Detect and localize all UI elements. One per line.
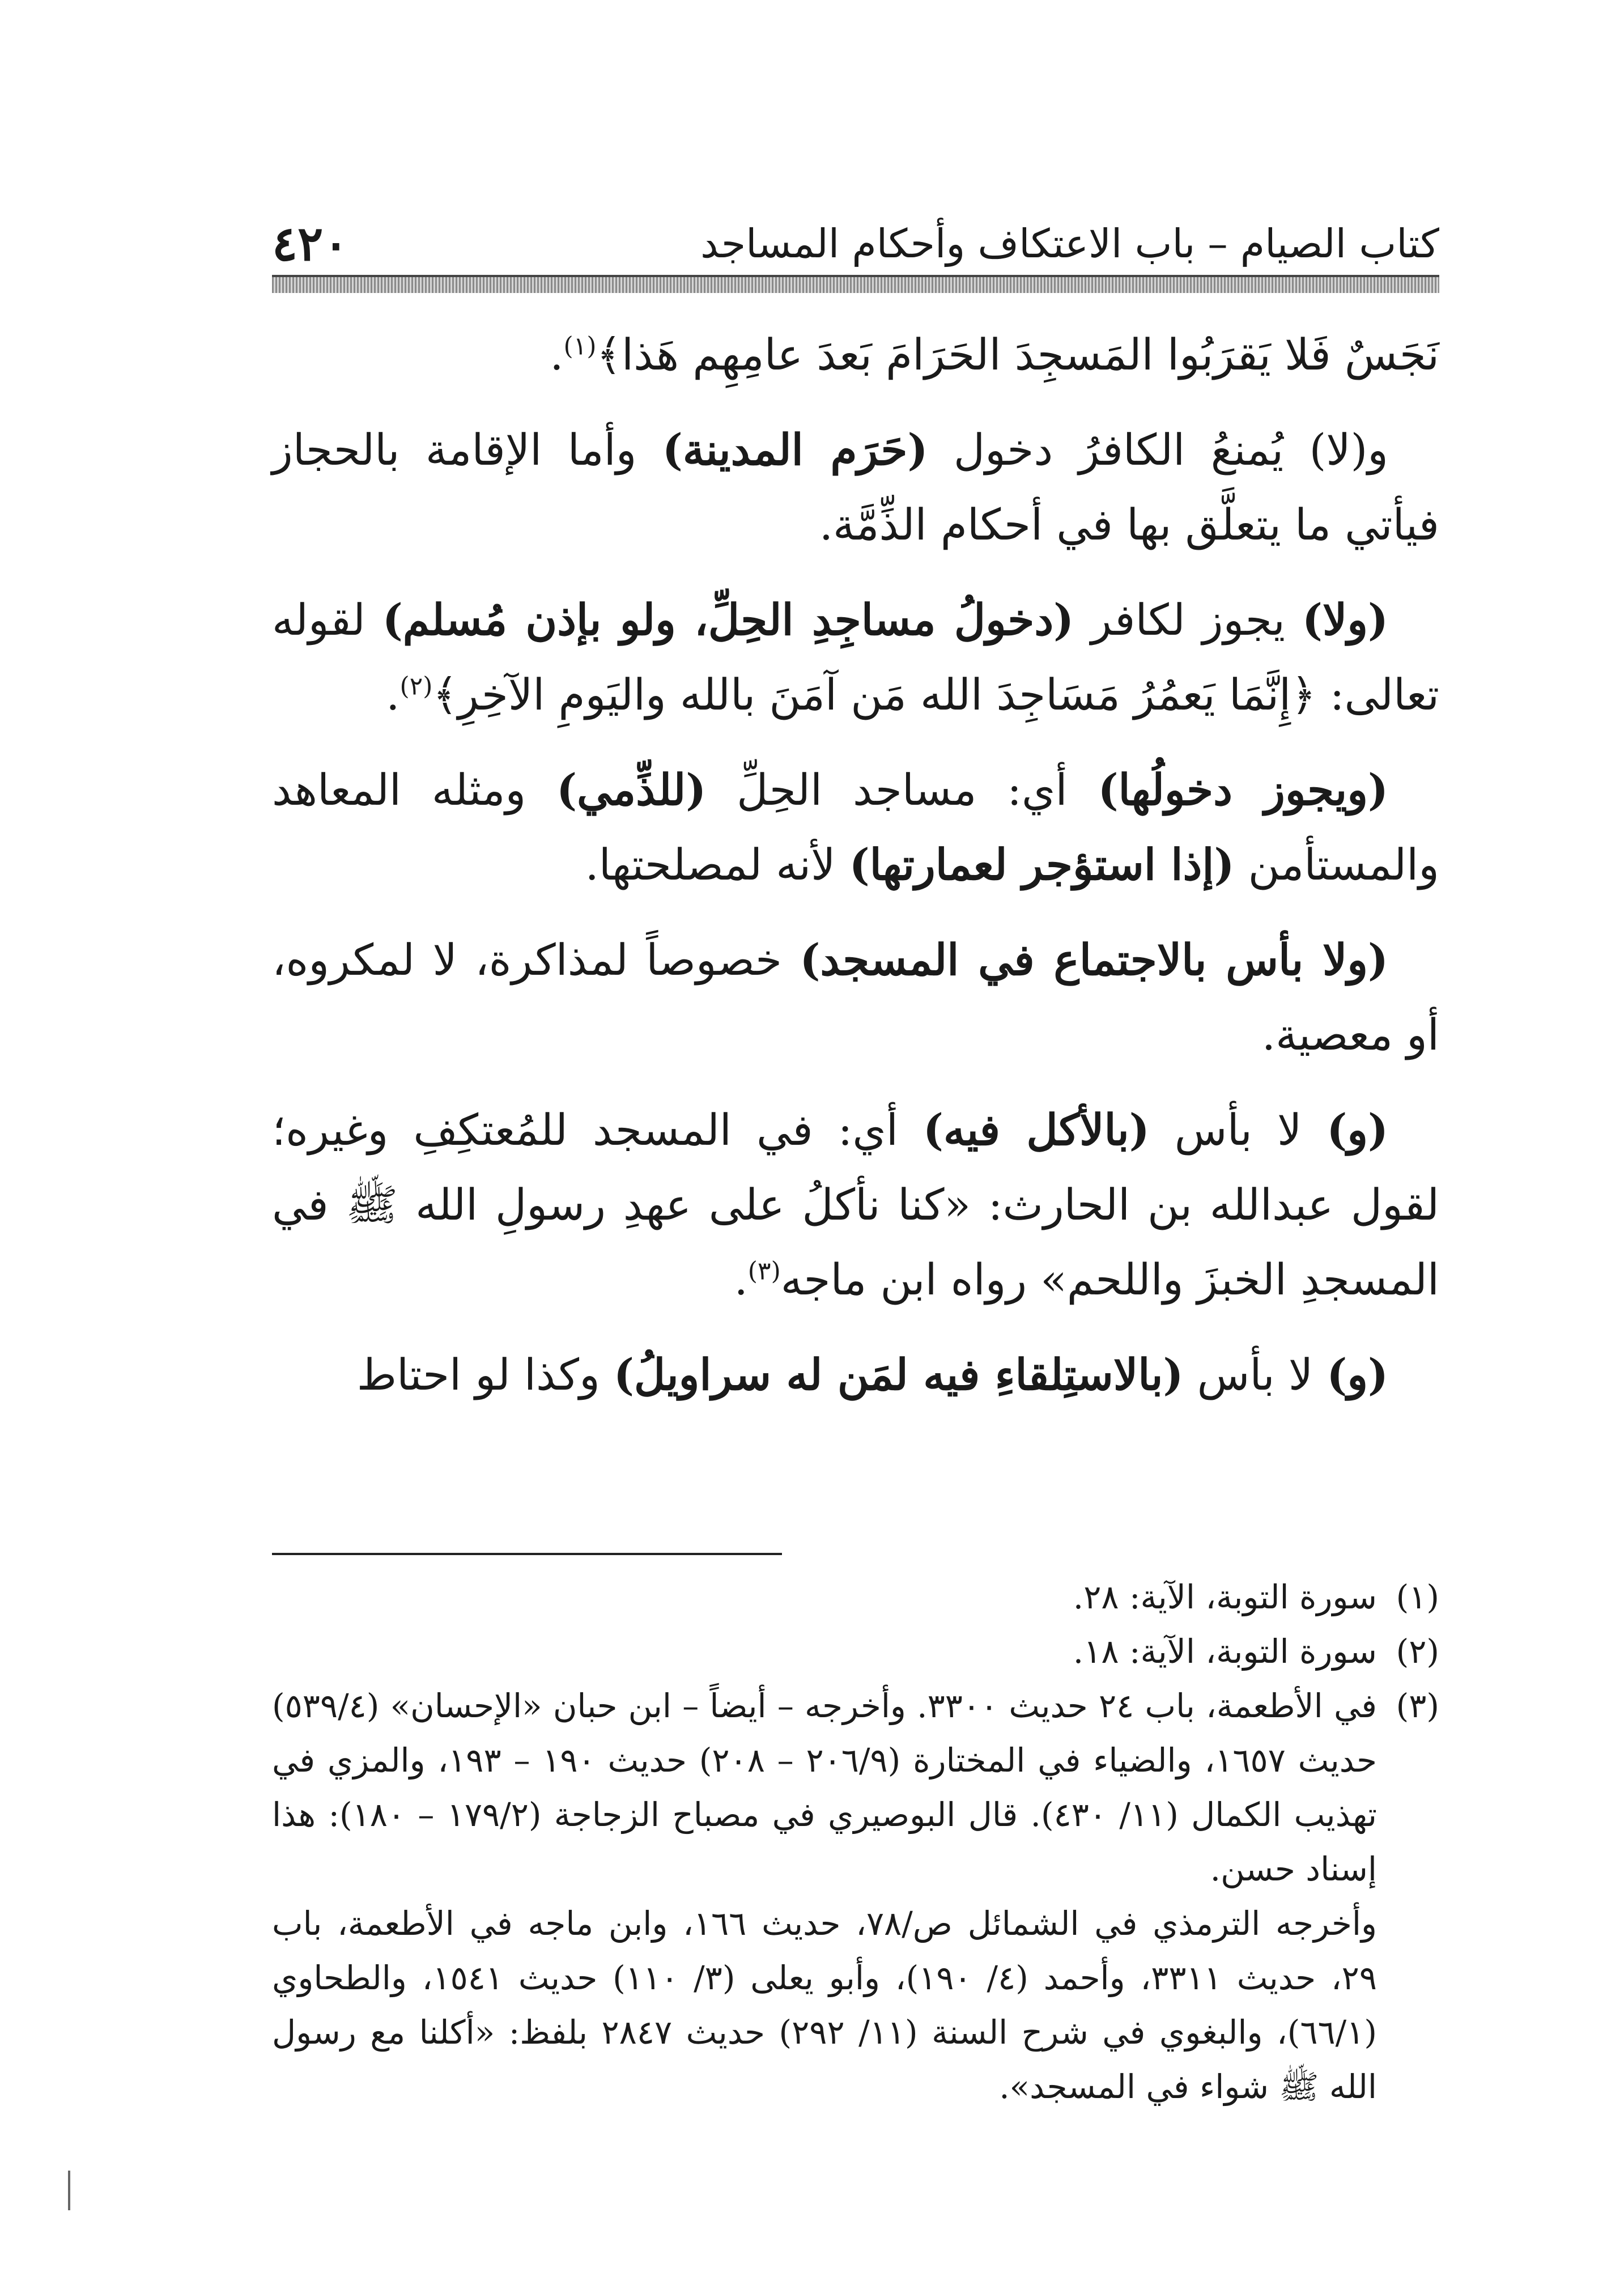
footnotes (272, 1570, 1439, 2114)
matn-text: (للذِّمي) (556, 765, 707, 815)
sharh-text: لأنه لمصلحتها. (585, 839, 849, 890)
footnote (272, 1896, 1439, 2114)
footnote-reference: (١) (563, 332, 597, 361)
footnote-separator (272, 1553, 782, 1555)
matn-text: (و) (1327, 1105, 1388, 1155)
matn-text: (حَرَم المدينة) (662, 424, 928, 475)
sharh-text: و(لا) يُمنعُ الكافرُ دخول (928, 424, 1389, 475)
footnote-text: سورة التوبة، الآية: ٢٨. (1073, 1578, 1377, 1616)
sharh-text: ومثله المعاهد والمستأمن (272, 765, 1439, 890)
paragraph (272, 753, 1439, 902)
footnote (272, 1624, 1439, 1679)
footnote-number: (١) (1396, 1578, 1439, 1616)
footnote (272, 1570, 1439, 1624)
paragraph (272, 317, 1439, 392)
matn-text: (و) (1327, 1349, 1388, 1400)
matn-text: (إذا استؤجر لعمارتها) (849, 839, 1235, 890)
matn-text: (دخولُ مساجِدِ الحِلِّ، ولو بإذن مُسلم) (382, 595, 1074, 645)
sharh-text: . (734, 1254, 748, 1305)
footnote-number (1377, 1896, 1439, 2114)
sharh-text: نَجَسٌ فَلا يَقرَبُوا المَسجِدَ الحَرَامَ بَعدَ عامِهِم هَذا﴾ (596, 329, 1439, 380)
paragraph (272, 1093, 1439, 1317)
paragraph (272, 1337, 1439, 1412)
sharh-text: خصوصاً لمذاكرة، لا لمكروه، أو معصية. (272, 935, 1439, 1060)
sharh-text: لا بأس (1149, 1105, 1327, 1155)
sharh-text: لا بأس (1183, 1349, 1327, 1400)
sharh-text: . (550, 329, 564, 380)
footnote-number: (٢) (1396, 1632, 1439, 1671)
sharh-text: وأما الإقامة بالحجاز فيأتي ما يتعلَّق بها في أحكام الذِّمَّة. (272, 424, 1439, 550)
footnote-number: (٣) (1396, 1687, 1439, 1725)
page-header (272, 210, 1439, 278)
sharh-text: وكذا لو احتاط (356, 1349, 614, 1400)
matn-text: (ولا) (1302, 595, 1388, 645)
footnote-text: وأخرجه الترمذي في الشمائل ص/٧٨، حديث ١٦٦، وابن ماجه في الأطعمة، باب ٢٩، حديث ٣٣١١، وأحمد (٤/ ١٩٠)، وأبو يعلى (٣/ ١١٠) حديث ١٥٤١، والطحاوي (٦٦/١)، والبغوي في شرح السنة (١١/ ٢٩٢) حديث ٢٨٤٧ بلفظ: «أكلنا مع رسول الله ﷺ شواء في المسجد». (272, 1904, 1377, 2106)
running-title: كتاب الصيام – باب الاعتكاف وأحكام المساجد (700, 220, 1439, 267)
main-text (272, 317, 1439, 1433)
matn-text: (ويجوز دخولُها) (1098, 765, 1388, 815)
paragraph (272, 583, 1439, 732)
sharh-text: لقوله تعالى: ﴿إِنَّمَا يَعمُرُ مَسَاجِدَ الله مَن آمَنَ بالله واليَومِ الآخِرِ﴾ (272, 595, 1439, 720)
page-edge-mark (68, 2171, 70, 2210)
sharh-text: أي: مساجد الحِلِّ (706, 765, 1098, 815)
sharh-text: يجوز لكافر (1074, 595, 1303, 645)
footnote-reference: (٣) (747, 1256, 781, 1286)
matn-text: (ولا بأس بالاجتماع في المسجد) (800, 935, 1388, 985)
sharh-text: . (386, 669, 400, 720)
header-rule (272, 275, 1439, 293)
paragraph (272, 413, 1439, 562)
footnote (272, 1679, 1439, 1896)
paragraph (272, 923, 1439, 1072)
footnote-reference: (٢) (399, 672, 433, 701)
book-page (272, 170, 1439, 2222)
sharh-text: أي: في المسجد للمُعتكِفِ وغيره؛ لقول عبدالله بن الحارث: «كنا نأكلُ على عهدِ رسولِ الله ﷺ في المسجدِ الخبزَ واللحم» رواه ابن ماجه (272, 1105, 1440, 1305)
matn-text: (بالاستِلقاءِ فيه لمَن له سراويلُ) (613, 1349, 1184, 1400)
footnote-text: سورة التوبة، الآية: ١٨. (1073, 1632, 1377, 1671)
page-number: ٤٢٠ (272, 215, 349, 271)
footnote-text: في الأطعمة، باب ٢٤ حديث ٣٣٠٠. وأخرجه – أيضاً – ابن حبان «الإحسان» (٥٣٩/٤) حديث ١٦٥٧، والضياء في المختارة (٢٠٦/٩ – ٢٠٨) حديث ١٩٠ – ١٩٣، والمزي في تهذيب الكمال (١١/ ٤٣٠). قال البوصيري في مصباح الزجاجة (١٧٩/٢ – ١٨٠): هذا إسناد حسن. (272, 1687, 1378, 1888)
matn-text: (بالأكل فيه) (923, 1105, 1150, 1155)
